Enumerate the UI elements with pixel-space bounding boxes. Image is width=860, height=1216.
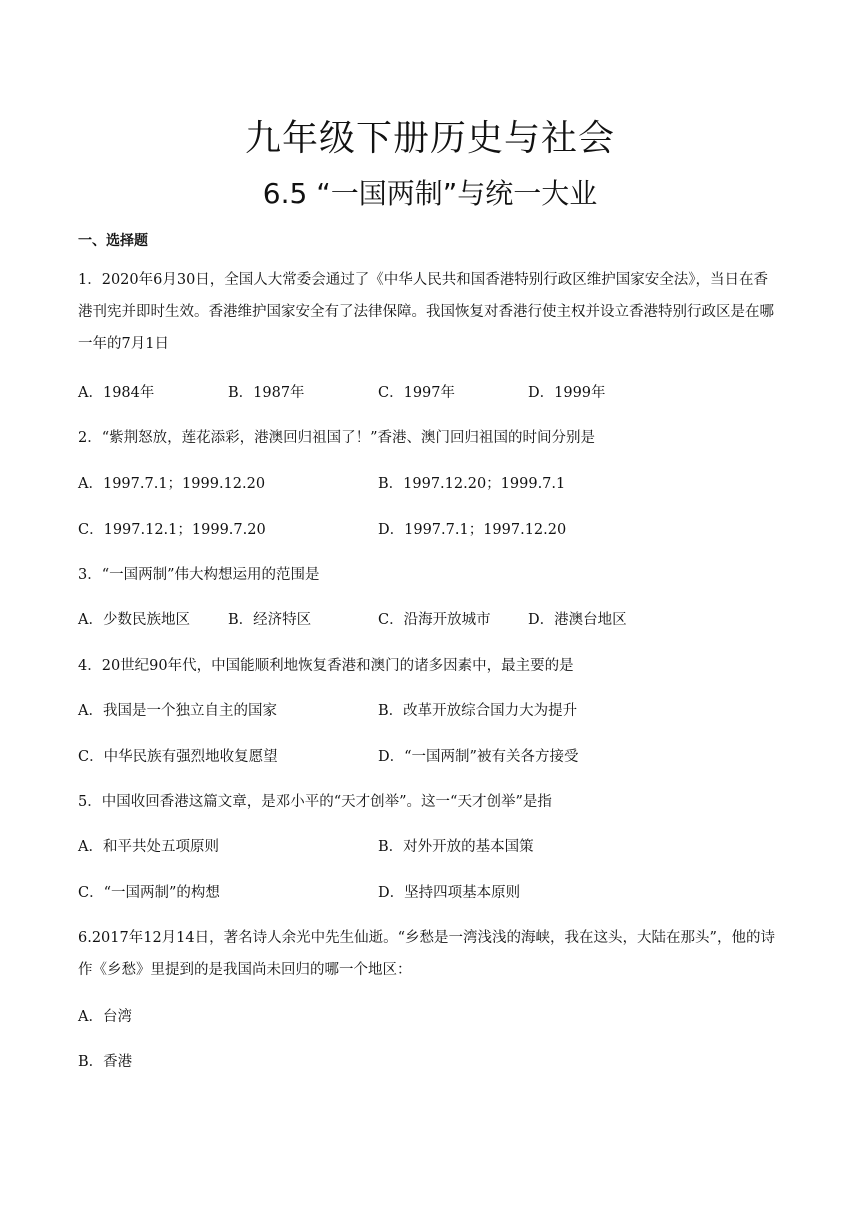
option-a: A．1997.7.1；1999.12.20 [78, 476, 266, 492]
question-4-options-row-2 [78, 741, 782, 773]
option-a: A．少数民族地区 [78, 612, 190, 628]
question-1-stem: 1．2020年6月30日，全国人大常委会通过了《中华人民共和国香港特别行政区维护国家安全法》，当日在香港刊宪并即时生效。香港维护国家安全有了法律保障。我国恢复对香港行使主权并设立香港特别行政区是在哪一年的7月1日 [78, 272, 774, 352]
option-a: A．我国是一个独立自主的国家 [78, 703, 277, 719]
option-a: A．1984年 [78, 385, 155, 401]
option-c: C．“一国两制”的构想 [78, 885, 220, 901]
question-2-stem: 2．“紫荆怒放，莲花添彩，港澳回归祖国了！”香港、澳门回归祖国的时间分别是 [78, 430, 596, 446]
option-c: C．中华民族有强烈地收复愿望 [78, 749, 278, 765]
option-b: B．经济特区 [228, 612, 312, 628]
question-3-stem: 3．“一国两制”伟大构想运用的范围是 [78, 567, 320, 583]
question-5-options-row-1 [78, 831, 782, 863]
option-b: B．香港 [78, 1054, 133, 1070]
option-b: B．1997.12.20；1999.7.1 [378, 476, 566, 492]
question-5-stem: 5．中国收回香港这篇文章，是邓小平的“天才创举”。这一“天才创举”是指 [78, 794, 552, 810]
section-heading: 一、选择题 [78, 233, 148, 249]
page-subtitle: 6.5 “一国两制”与统一大业 [262, 177, 598, 210]
option-b: B．对外开放的基本国策 [378, 839, 534, 855]
question-2-options-row-2 [78, 514, 782, 546]
option-d: D．坚持四项基本原则 [378, 885, 521, 901]
option-c: C．1997年 [378, 385, 455, 401]
question-5-options-row-2 [78, 877, 782, 909]
question-4-stem: 4．20世纪90年代，中国能顺利地恢复香港和澳门的诸多因素中，最主要的是 [78, 658, 574, 674]
page-title: 九年级下册历史与社会 [244, 118, 615, 159]
option-d: D．“一国两制”被有关各方接受 [378, 749, 579, 765]
option-b: B．改革开放综合国力大为提升 [378, 703, 578, 719]
option-d: D．1999年 [528, 385, 606, 401]
option-c: C．1997.12.1；1999.7.20 [78, 522, 266, 538]
option-b: B．1987年 [228, 385, 305, 401]
option-a: A．和平共处五项原则 [78, 839, 219, 855]
option-d: D．港澳台地区 [528, 612, 627, 628]
question-2-options-row-1 [78, 468, 782, 500]
question-1-options [78, 377, 782, 409]
question-4-options-row-1 [78, 695, 782, 727]
question-3-options [78, 604, 782, 636]
option-c: C．沿海开放城市 [378, 612, 491, 628]
question-6-stem: 6.2017年12月14日，著名诗人余光中先生仙逝。“乡愁是一湾浅浅的海峡，我在这头，大陆在那头”，他的诗作《乡愁》里提到的是我国尚未回归的哪一个地区： [78, 930, 775, 978]
option-d: D．1997.7.1；1997.12.20 [378, 522, 567, 538]
option-a: A．台湾 [78, 1009, 132, 1025]
